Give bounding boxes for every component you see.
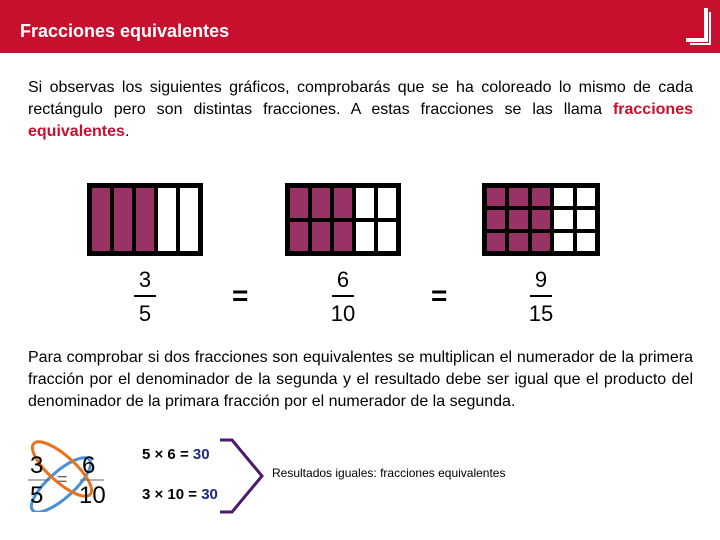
fraction-3-cell [554, 210, 572, 228]
result-text: Resultados iguales: fracciones equivalentes [272, 466, 506, 480]
fraction-3-cell [554, 188, 572, 206]
fraction-bar-3 [482, 183, 600, 256]
fraction-1-cell [180, 188, 198, 251]
product-2-expr: 3 × 10 = [142, 486, 202, 503]
fraction-3-cell [509, 233, 527, 251]
cross-equals: = [57, 469, 68, 489]
fraction-1-cell [114, 188, 132, 251]
fraction-3-cell [487, 233, 505, 251]
fraction-3-cell [577, 233, 595, 251]
fraction-3-cell [532, 210, 550, 228]
fraction-1-numerator: 3 [138, 267, 152, 292]
fraction-2-cell [334, 188, 352, 218]
product-2-value: 30 [201, 486, 218, 503]
fraction-2-cell [356, 188, 374, 218]
fraction-3-cell [487, 188, 505, 206]
fraction-2-cell [356, 222, 374, 252]
fraction-2-numerator: 6 [336, 267, 350, 292]
cross-b: 5 [30, 482, 44, 509]
cross-multiplication-diagram [24, 440, 124, 512]
fraction-bar-2 [285, 183, 401, 256]
fraction-1 [115, 266, 175, 328]
fraction-3-cell [577, 188, 595, 206]
fraction-2-cell [378, 222, 396, 252]
logo-icon [684, 6, 714, 48]
fraction-3-cell [532, 233, 550, 251]
fraction-1-cell [136, 188, 154, 251]
fraction-2-line [332, 295, 354, 297]
fraction-2-cell [290, 222, 308, 252]
fraction-1-cell [92, 188, 110, 251]
product-1-expr: 5 × 6 = [142, 446, 193, 463]
intro-text [28, 77, 693, 143]
fraction-3-numerator: 9 [534, 267, 548, 292]
fraction-3-cell [554, 233, 572, 251]
page-title: Fracciones equivalentes [20, 21, 230, 41]
fraction-2-cell [312, 188, 330, 218]
cross-a: 3 [30, 452, 44, 479]
fraction-1-cell [158, 188, 176, 251]
fraction-3-denominator: 15 [528, 301, 554, 326]
fraction-bar-1 [87, 183, 203, 256]
intro-body: Si observas los siguientes gráficos, comprobarás que se ha coloreado lo mismo de cada rectángulo pero son distintas fracciones. A estas fracciones se las llama [28, 79, 693, 118]
fraction-1-denominator: 5 [138, 301, 152, 326]
explanation-text: Para comprobar si dos fracciones son equivalentes se multiplican el numerador de la primera fracción por el denominador de la segunda y el resultado debe ser igual que el producto del denominador de la primara fracción por el numerador de la segunda. [28, 349, 693, 410]
equals-sign-2: = [431, 280, 448, 311]
fraction-2 [313, 266, 373, 328]
equals-sign-1: = [232, 280, 249, 311]
fraction-2-denominator: 10 [330, 301, 356, 326]
fraction-2-cell [378, 188, 396, 218]
fraction-3-cell [487, 210, 505, 228]
fraction-3-cell [577, 210, 595, 228]
intro-highlight: fracciones equivalentes [28, 101, 693, 140]
fraction-1-line [134, 295, 156, 297]
fraction-3-line [530, 295, 552, 297]
fraction-3-cell [509, 210, 527, 228]
intro-end: . [124, 123, 130, 140]
product-1 [142, 446, 210, 463]
fraction-2-cell [312, 222, 330, 252]
header-bar [0, 0, 720, 53]
product-2 [142, 486, 218, 503]
cross-d: 10 [79, 482, 106, 509]
fraction-2-cell [290, 188, 308, 218]
fraction-3-cell [532, 188, 550, 206]
fraction-2-cell [334, 222, 352, 252]
cross-c: 6 [82, 452, 96, 479]
bracket-arrow-icon [218, 438, 268, 514]
fraction-3 [511, 266, 571, 328]
fraction-3-cell [509, 188, 527, 206]
product-1-value: 30 [192, 446, 210, 463]
